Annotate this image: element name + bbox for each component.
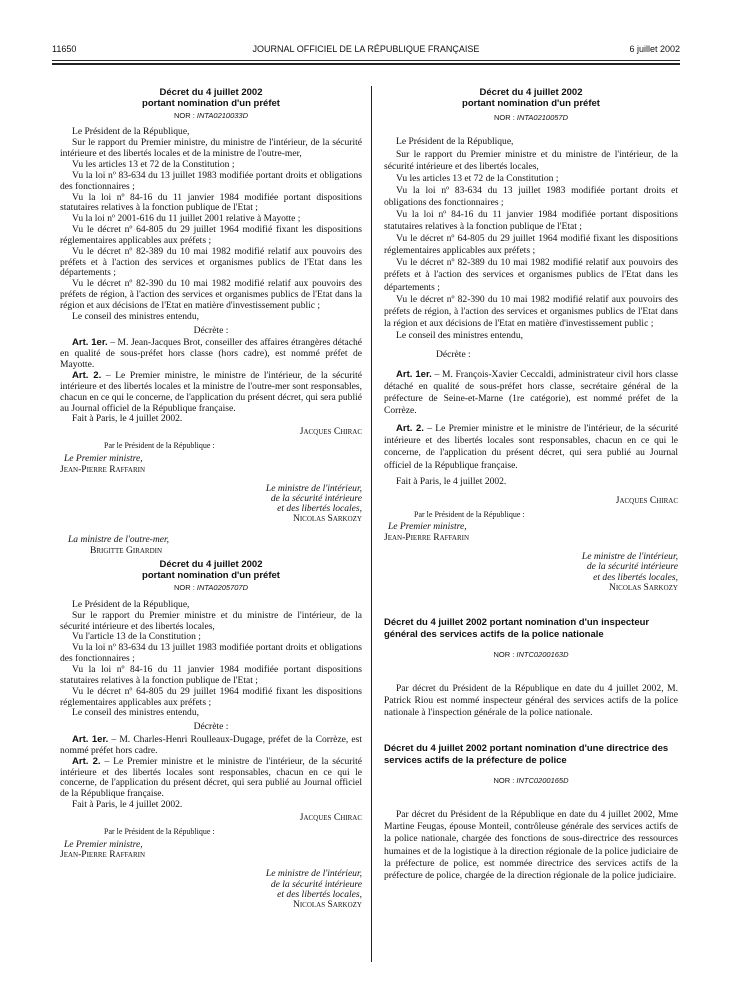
- visa-paragraph: Vu la loi nº 83-634 du 13 juillet 1983 modifiée portant droits et obligations des fonctionnaires ;: [60, 169, 362, 192]
- minister-title-1: Le ministre de l'intérieur,: [581, 551, 678, 563]
- prime-minister-name: Jean-Pierre Raffarin: [60, 463, 145, 475]
- article-1-label: Art. 1er.: [396, 368, 432, 380]
- outre-mer-minister-title: La ministre de l'outre-mer,: [68, 533, 170, 545]
- visa-paragraph: Le conseil des ministres entendu,: [396, 329, 523, 341]
- visas: [384, 136, 678, 342]
- visa-paragraph: Vu la loi nº 84-16 du 11 janvier 1984 modifiée portant dispositions statutaires relatives à la fonction publique de l'Etat ;: [60, 191, 362, 214]
- article-2-text: – Le Premier ministre et le ministre de l'intérieur, de la sécurité intérieure et des libertés locales sont responsables, chacun en ce qui le concerne, de l'application du présent décret, qui sera publié au Journal officiel de la République française.: [60, 755, 362, 800]
- visa-paragraph: Vu le décret nº 82-390 du 10 mai 1982 modifié relatif aux pouvoirs des préfets de région, à l'action des services et organismes publics de l'Etat dans la région et aux décisions de l'Etat en matière d'investissement public ;: [60, 278, 362, 311]
- president-signature: Jacques Chirac: [299, 811, 362, 823]
- decree-title: Décret du 4 juillet 2002 portant nomination d'un inspecteur général des services actifs de la police nationale: [384, 617, 650, 640]
- visa-paragraph: Vu le décret nº 82-390 du 10 mai 1982 modifié relatif aux pouvoirs des préfets de région, à l'action des services et organismes publics de l'Etat dans la région et aux décisions de l'Etat en matière d'investissement public ;: [384, 293, 678, 329]
- nor-code: INTA0210033D: [196, 110, 249, 120]
- visa-paragraph: Le Président de la République,: [72, 126, 190, 138]
- visa-paragraph: Vu le décret nº 82-389 du 10 mai 1982 modifié relatif aux pouvoirs des préfets et à l'action des services et organismes publics de l'Etat dans les départements ;: [60, 245, 362, 279]
- minister-block: [60, 484, 362, 525]
- fait-a-paris: Fait à Paris, le 4 juillet 2002.: [396, 475, 507, 487]
- fait-a-paris: Fait à Paris, le 4 juillet 2002.: [72, 799, 183, 811]
- decree-subtitle: portant nomination d'un préfet: [142, 97, 280, 109]
- visa-paragraph: Vu la loi nº 84-16 du 11 janvier 1984 modifiée portant dispositions statutaires relatives à la fonction publique de l'Etat ;: [60, 663, 362, 686]
- article-2: [60, 371, 362, 414]
- minister-title-2: de la sécurité intérieure: [270, 492, 362, 504]
- nor-reference: [60, 111, 362, 122]
- article-2: [60, 757, 362, 800]
- right-column: [384, 88, 678, 882]
- article-2-text: – Le Premier ministre, le ministre de l'intérieur, de la sécurité intérieure et des libertés locales et la ministre de l'outre-mer sont responsables, chacun en ce qui le concerne, de l'application du présent décret, qui sera publié au Journal officiel de la République française.: [60, 370, 362, 414]
- nor-label: NOR :: [493, 112, 517, 122]
- visa-paragraph: Vu le décret nº 64-805 du 29 juillet 1964 modifié fixant les dispositions réglementaires applicables aux préfets ;: [60, 685, 362, 708]
- nor-label: NOR :: [173, 583, 197, 593]
- nor-label: NOR :: [493, 776, 517, 786]
- prime-minister-title: Le Premier ministre,: [64, 838, 143, 850]
- page-header: [52, 44, 680, 56]
- decree-title: Décret du 4 juillet 2002: [159, 559, 263, 571]
- decree-subtitle: portant nomination d'un préfet: [462, 97, 600, 109]
- decree-subtitle: portant nomination d'un préfet: [142, 570, 280, 582]
- nor-label: NOR :: [173, 110, 197, 120]
- president-signature: Jacques Chirac: [615, 494, 678, 506]
- nor-code: INTC0200163D: [516, 650, 569, 660]
- visa-paragraph: Le conseil des ministres entendu,: [72, 310, 199, 322]
- nor-reference: [384, 776, 678, 787]
- decree-body: Par décret du Président de la République en date du 4 juillet 2002, Mme Martine Feugas, épouse Monteil, contrôleuse générale des services actifs de la police nationale, chargée des fonctions de sous-directrice des ressources humaines et de la logistique à la direction régionale de la police judiciaire de la préfecture de police, est nommée directrice des services actifs de la préfecture de police, chargée de la direction régionale de la police judiciaire.: [384, 809, 678, 881]
- article-1-label: Art. 1er.: [72, 337, 108, 349]
- prime-minister-title: Le Premier ministre,: [64, 452, 143, 464]
- visa-paragraph: Vu le décret nº 64-805 du 29 juillet 1964 modifié fixant les dispositions réglementaires applicables aux préfets ;: [60, 224, 362, 246]
- president-signature: Jacques Chirac: [299, 426, 362, 438]
- outre-mer-minister-name: Brigitte Girardin: [90, 544, 163, 556]
- issue-date: 6 juillet 2002: [629, 44, 680, 54]
- journal-title: JOURNAL OFFICIEL DE LA RÉPUBLIQUE FRANÇAISE: [252, 44, 480, 54]
- header-rule-thin: [52, 60, 680, 61]
- visa-paragraph: Sur le rapport du Premier ministre, du ministre de l'intérieur, de la sécurité intérieure et des libertés locales et de la ministre de l'outre-mer,: [60, 137, 362, 160]
- prime-minister-name: Jean-Pierre Raffarin: [60, 849, 145, 861]
- article-2-label: Art. 2.: [72, 755, 101, 767]
- nor-code: INTA0205707D: [196, 583, 249, 593]
- decree-inspecteur-general: [384, 617, 678, 719]
- decree-title: Décret du 4 juillet 2002: [479, 87, 583, 98]
- visa-paragraph: Le Président de la République,: [396, 136, 514, 148]
- visas: [60, 127, 362, 322]
- column-divider: [371, 86, 372, 962]
- par-le-president: Par le Président de la République :: [104, 826, 215, 836]
- article-2-label: Art. 2.: [396, 423, 424, 435]
- visa-paragraph: Vu les articles 13 et 72 de la Constitution ;: [396, 172, 559, 184]
- decree-body: Par décret du Président de la République en date du 4 juillet 2002, M. Patrick Riou est nommé inspecteur général des services actifs de la police nationale à l'inspection générale de la police nationale.: [384, 683, 678, 719]
- nor-reference: [60, 583, 362, 594]
- decrete-label: Décrète :: [193, 721, 229, 733]
- fait-a-paris: Fait à Paris, le 4 juillet 2002.: [72, 413, 183, 425]
- prime-minister-title: Le Premier ministre,: [388, 521, 467, 533]
- minister-title-1: Le ministre de l'intérieur,: [265, 868, 362, 880]
- minister-title-2: de la sécurité intérieure: [270, 878, 362, 890]
- minister-block: [60, 869, 362, 910]
- visa-paragraph: Vu le décret nº 64-805 du 29 juillet 1964 modifié fixant les dispositions réglementaires applicables aux préfets ;: [384, 233, 678, 257]
- decree-directrice: [384, 743, 678, 881]
- minister-title-2: de la sécurité intérieure: [586, 561, 678, 573]
- minister-title-3: et des libertés locales,: [277, 503, 362, 515]
- article-1-label: Art. 1er.: [72, 734, 109, 746]
- nor-label: NOR :: [493, 650, 517, 660]
- article-1-text: – M. Jean-Jacques Brot, conseiller des affaires étrangères détaché en qualité de sous-préfet hors classe (hors cadre), est nommé préfet de Mayotte.: [60, 337, 362, 371]
- nor-code: INTC0200165D: [516, 776, 569, 786]
- decrete-label: Décrète :: [193, 324, 229, 336]
- decree-correze: [384, 88, 678, 593]
- minister-block: [384, 552, 678, 593]
- minister-title-3: et des libertés locales,: [277, 888, 362, 900]
- prime-minister-name: Jean-Pierre Raffarin: [384, 532, 469, 544]
- minister-name: Nicolas Sarkozy: [292, 899, 362, 911]
- minister-title-3: et des libertés locales,: [593, 571, 678, 583]
- minister-name: Nicolas Sarkozy: [292, 513, 362, 525]
- article-1-text: – M. François-Xavier Ceccaldi, administrateur civil hors classe détaché en qualité de sous-préfet hors classe, secrétaire général de la préfecture de Seine-et-Marne (1re catégorie), est nommé préfet de la Corrèze.: [384, 368, 678, 417]
- article-1: [60, 338, 362, 371]
- visa-paragraph: Vu la loi nº 2001-616 du 11 juillet 2001 relative à Mayotte ;: [72, 213, 301, 225]
- visa-paragraph: Sur le rapport du Premier ministre et du ministre de l'intérieur, de la sécurité intérieure et des libertés locales,: [384, 148, 678, 172]
- article-2: [384, 423, 678, 471]
- visa-paragraph: Sur le rapport du Premier ministre et du ministre de l'intérieur, de la sécurité intérieure et des libertés locales,: [60, 609, 362, 632]
- visa-paragraph: Vu la loi nº 83-634 du 13 juillet 1983 modifiée portant droits et obligations des fonctionnaires ;: [384, 184, 678, 208]
- nor-reference: [384, 650, 678, 661]
- minister-name: Nicolas Sarkozy: [608, 581, 678, 593]
- nor-reference: [384, 113, 678, 124]
- decree-title: Décret du 4 juillet 2002: [159, 87, 263, 98]
- visa-paragraph: Le conseil des ministres entendu,: [72, 707, 199, 719]
- article-1: [60, 735, 362, 757]
- article-2-text: – Le Premier ministre et le ministre de l'intérieur, de la sécurité intérieure et des libertés locales sont responsables, chacun en ce qui le concerne, de l'application du présent décret, qui sera publié au Journal officiel de la République française.: [384, 423, 678, 471]
- article-1-text: – M. Charles-Henri Roulleaux-Dugage, préfet de la Corrèze, est nommé préfet hors cadre.: [60, 734, 362, 756]
- decree-hors-cadre: [60, 560, 362, 910]
- visa-paragraph: Vu l'article 13 de la Constitution ;: [72, 631, 201, 643]
- nor-code: INTA0210057D: [516, 112, 569, 122]
- par-le-president: Par le Président de la République :: [104, 441, 215, 451]
- header-rule-thick: [52, 63, 680, 65]
- visas: [60, 600, 362, 719]
- decree-title: Décret du 4 juillet 2002 portant nomination d'une directrice des services actifs de la préfecture de police: [384, 743, 669, 766]
- page-number: 11650: [52, 44, 77, 54]
- visa-paragraph: Vu le décret nº 82-389 du 10 mai 1982 modifié relatif aux pouvoirs des préfets et à l'action des services et organismes publics de l'Etat dans les départements ;: [384, 257, 678, 293]
- visa-paragraph: Vu la loi nº 83-634 du 13 juillet 1983 modifiée portant droits et obligations des fonctionnaires ;: [60, 642, 362, 665]
- visa-paragraph: Vu les articles 13 et 72 de la Constitution ;: [72, 158, 235, 170]
- minister-title-1: Le ministre de l'intérieur,: [265, 482, 362, 494]
- article-1: [384, 369, 678, 417]
- visa-paragraph: Vu la loi nº 84-16 du 11 janvier 1984 modifiée portant dispositions statutaires relatives à la fonction publique de l'Etat ;: [384, 209, 678, 233]
- visa-paragraph: Le Président de la République,: [72, 598, 190, 610]
- decree-mayotte: [60, 88, 362, 556]
- decrete-label: Décrète :: [436, 349, 471, 361]
- left-column: [60, 88, 362, 911]
- par-le-president: Par le Président de la République :: [414, 509, 525, 519]
- article-2-label: Art. 2.: [72, 370, 102, 381]
